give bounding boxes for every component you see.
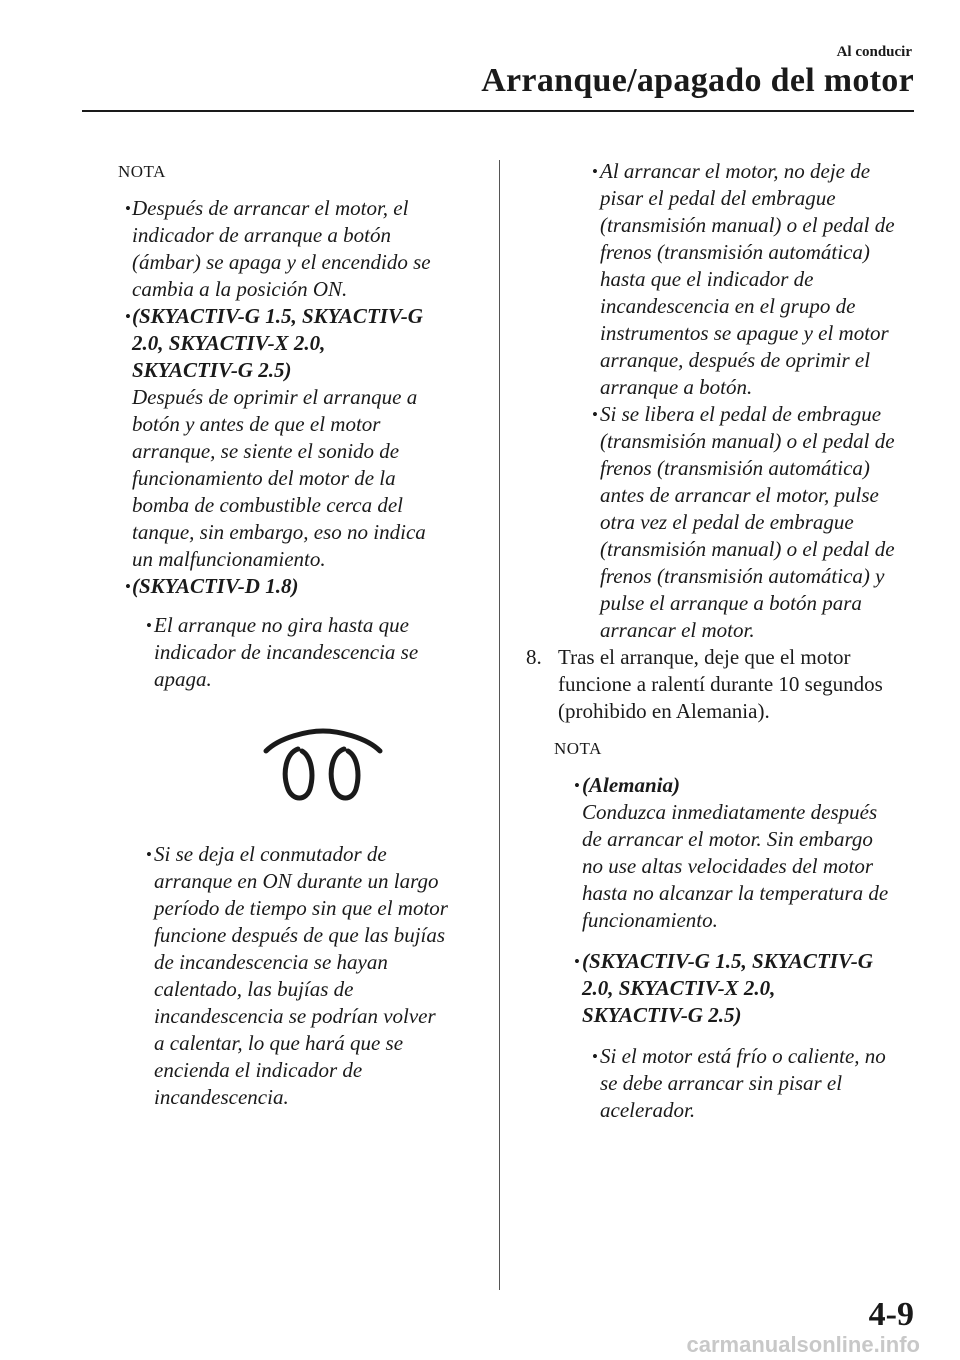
text-line: incandescencia. xyxy=(154,1085,289,1109)
model-heading-line: 2.0, SKYACTIV-X 2.0, xyxy=(582,976,776,1000)
text-line: frenos (transmisión automática) y xyxy=(600,564,885,588)
text-line: encienda el indicador de xyxy=(154,1058,363,1082)
text-line: arranque en ON durante un largo xyxy=(154,869,439,893)
text-line: calentado, las bujías de xyxy=(154,977,354,1001)
text-line: Al arrancar el motor, no deje de xyxy=(600,159,871,183)
text-line: pisar el pedal del embrague xyxy=(600,186,836,210)
sub-item-glow-reheat xyxy=(108,841,480,1111)
text-line: Conduzca inmediatamente después xyxy=(582,800,878,824)
text-line: (transmisión manual) o el pedal de xyxy=(600,213,895,237)
text-line: Después de oprimir el arranque a xyxy=(132,385,418,409)
text-line: otra vez el pedal de embrague xyxy=(600,510,854,534)
text-line: instrumentos se apague y el motor xyxy=(600,321,889,345)
model-heading-line: 2.0, SKYACTIV-X 2.0, xyxy=(132,331,326,355)
text-line: bomba de combustible cerca del xyxy=(132,493,403,517)
note-item-germany xyxy=(526,772,922,934)
note-item-skyactiv-g-right xyxy=(526,948,922,1029)
text-line: (prohibido en Alemania). xyxy=(558,699,770,723)
text-line: Si se libera el pedal de embrague xyxy=(600,402,882,426)
text-line: (ámbar) se apaga y el encendido se xyxy=(132,250,431,274)
text-line: frenos (transmisión automática) xyxy=(600,456,870,480)
page-title: Arranque/apagado del motor xyxy=(481,62,914,99)
text-line: funcionamiento del motor de la xyxy=(132,466,396,490)
column-divider xyxy=(499,160,500,1290)
model-heading-line: SKYACTIV-G 2.5) xyxy=(582,1003,742,1027)
text-line: hasta no alcanzar la temperatura de xyxy=(582,881,889,905)
watermark: carmanualsonline.info xyxy=(686,1332,920,1357)
sub-item-keep-pedal xyxy=(526,158,922,401)
note-item-skyactiv-d xyxy=(108,573,480,600)
bullet-icon: • xyxy=(592,162,598,181)
text-line: Tras el arranque, deje que el motor xyxy=(558,645,851,669)
text-line: antes de arrancar el motor, pulse xyxy=(600,483,879,507)
text-line: arranque, se siente el sonido de xyxy=(132,439,400,463)
text-line: apaga. xyxy=(154,667,212,691)
note-label: NOTA xyxy=(118,162,166,181)
text-line: funcione a ralentí durante 10 segundos xyxy=(558,672,883,696)
text-line: arranque a botón. xyxy=(600,375,753,399)
text-line: funcionamiento. xyxy=(582,908,718,932)
text-line: pulse el arranque a botón para xyxy=(600,591,862,615)
text-line: arranque, después de oprimir el xyxy=(600,348,871,372)
model-heading-line: (SKYACTIV-D 1.8) xyxy=(132,574,299,598)
text-line: un malfuncionamiento. xyxy=(132,547,326,571)
note-label: NOTA xyxy=(554,739,602,758)
sub-item-release-pedal xyxy=(526,401,922,644)
model-heading-line: (Alemania) xyxy=(582,773,680,797)
text-line: El arranque no gira hasta que xyxy=(154,613,409,637)
sub-item-glow-indicator xyxy=(108,612,480,693)
page-number: 4-9 xyxy=(868,1296,914,1333)
sub-item-accelerator xyxy=(526,1043,922,1124)
text-line: frenos (transmisión automática) xyxy=(600,240,870,264)
text-line: de incandescencia se hayan xyxy=(154,950,388,974)
text-line: botón y antes de que el motor xyxy=(132,412,381,436)
text-line: Si el motor está frío o caliente, no xyxy=(600,1044,886,1068)
left-column xyxy=(108,158,480,1111)
bullet-icon: • xyxy=(146,616,152,635)
glow-plug-indicator-icon xyxy=(258,727,388,807)
model-heading-line: (SKYACTIV-G 1.5, SKYACTIV-G xyxy=(132,304,423,328)
text-line: Después de arrancar el motor, el xyxy=(132,196,409,220)
bullet-icon: • xyxy=(125,199,131,218)
text-line: (transmisión manual) o el pedal de xyxy=(600,537,895,561)
text-line: funcione después de que las bujías xyxy=(154,923,446,947)
text-line: indicador de arranque a botón xyxy=(132,223,391,247)
header-divider xyxy=(82,110,914,112)
step-8 xyxy=(526,644,922,725)
model-heading-line: (SKYACTIV-G 1.5, SKYACTIV-G xyxy=(582,949,873,973)
text-line: de arrancar el motor. Sin embargo xyxy=(582,827,873,851)
text-line: incandescencia se podrían volver xyxy=(154,1004,436,1028)
text-line: arrancar el motor. xyxy=(600,618,755,642)
text-line: no use altas velocidades del motor xyxy=(582,854,874,878)
note-item-after-start xyxy=(108,195,480,303)
bullet-icon: • xyxy=(592,405,598,424)
text-line: tanque, sin embargo, eso no indica xyxy=(132,520,426,544)
text-line: Si se deja el conmutador de xyxy=(154,842,387,866)
text-line: (transmisión manual) o el pedal de xyxy=(600,429,895,453)
step-number: 8. xyxy=(526,645,542,669)
bullet-icon: • xyxy=(592,1047,598,1066)
text-line: indicador de incandescencia se xyxy=(154,640,419,664)
bullet-icon: • xyxy=(574,776,580,795)
note-item-skyactiv-g xyxy=(108,303,480,573)
text-line: a calentar, lo que hará que se xyxy=(154,1031,404,1055)
text-line: cambia a la posición ON. xyxy=(132,277,348,301)
bullet-icon: • xyxy=(125,577,131,596)
bullet-icon: • xyxy=(574,952,580,971)
model-heading-line: SKYACTIV-G 2.5) xyxy=(132,358,292,382)
text-line: período de tiempo sin que el motor xyxy=(154,896,448,920)
section-label: Al conducir xyxy=(836,44,912,60)
right-column xyxy=(526,158,922,1124)
text-line: incandescencia en el grupo de xyxy=(600,294,856,318)
text-line: se debe arrancar sin pisar el xyxy=(600,1071,843,1095)
text-line: hasta que el indicador de xyxy=(600,267,814,291)
text-line: acelerador. xyxy=(600,1098,696,1122)
bullet-icon: • xyxy=(125,307,131,326)
bullet-icon: • xyxy=(146,845,152,864)
